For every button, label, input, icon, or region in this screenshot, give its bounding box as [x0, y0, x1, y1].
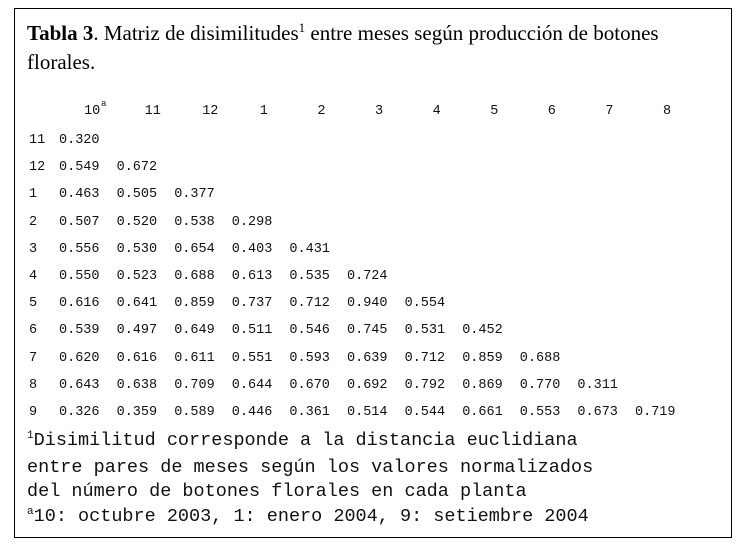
table-cell: 0.359	[116, 405, 158, 420]
table-cell: 0.688	[519, 350, 561, 366]
table-cell: 0.940	[347, 296, 388, 312]
table-cell: 0.654	[174, 241, 215, 257]
table-cell: 0.446	[231, 405, 273, 420]
table-cell: 0.546	[289, 323, 330, 339]
table-cell: 0.551	[231, 350, 273, 366]
note-2-marker: a	[27, 505, 34, 518]
table-cell: 0.859	[174, 296, 215, 312]
note-2-text: 10: octubre 2003, 1: enero 2004, 9: setiembre 2004	[33, 505, 589, 527]
table-cell: 0.553	[519, 405, 561, 420]
header-cell: 11	[144, 104, 161, 119]
table-caption	[27, 19, 717, 77]
table-cell: 0.523	[116, 269, 158, 284]
table-cell: 0.649	[174, 323, 215, 339]
table-cell: 0.431	[289, 241, 330, 257]
header-cell: 5	[490, 104, 499, 119]
row-label: 4	[29, 269, 38, 284]
table-cell: 0.497	[116, 323, 158, 339]
row-label: 9	[29, 405, 38, 420]
row-label: 8	[29, 377, 38, 393]
table-row	[15, 323, 733, 343]
table-cell: 0.641	[116, 296, 158, 312]
table-cell: 0.712	[404, 350, 446, 366]
table-cell: 0.737	[231, 296, 273, 312]
caption-label: Tabla 3	[27, 21, 94, 45]
table-cell: 0.620	[59, 350, 100, 366]
table-cell: 0.672	[116, 160, 158, 176]
table-cell: 0.298	[231, 214, 273, 230]
header-cell: 10	[84, 104, 101, 119]
caption-text-2: entre meses según producción de botones florales.	[27, 21, 659, 74]
row-label: 5	[29, 296, 38, 312]
header-cell: 8	[663, 104, 672, 119]
table-cell: 0.709	[174, 377, 215, 393]
header-cell: 1	[259, 104, 268, 119]
row-label: 7	[29, 350, 38, 366]
table-row	[15, 133, 733, 153]
table-cell: 0.511	[231, 323, 273, 339]
table-header-row	[15, 99, 733, 124]
table-cell: 0.463	[59, 187, 100, 203]
table-cell: 0.507	[59, 214, 100, 230]
table-cell: 0.539	[59, 323, 100, 339]
table-cell: 0.688	[174, 269, 215, 284]
row-label: 6	[29, 323, 38, 339]
table-cell: 0.452	[462, 323, 503, 339]
table-row	[15, 187, 733, 207]
header-cell: 4	[432, 104, 441, 119]
table-cell: 0.403	[231, 241, 273, 257]
table-cell: 0.692	[347, 377, 388, 393]
table-cell: 0.361	[289, 405, 330, 420]
header-cell: 6	[547, 104, 556, 119]
table-row	[15, 160, 733, 180]
table-cell: 0.859	[462, 350, 503, 366]
table-cell: 0.530	[116, 241, 158, 257]
caption-footnote-marker: 1	[298, 20, 306, 35]
table-row	[15, 405, 733, 425]
table-cell: 0.724	[347, 269, 388, 284]
table-cell: 0.505	[116, 187, 158, 203]
table-row	[15, 242, 733, 262]
note-1-marker: 1	[27, 430, 34, 442]
table-cell: 0.550	[59, 269, 100, 284]
note-1-line-1: Disimilitud corresponde a la distancia euclidiana	[33, 430, 578, 451]
table-frame	[14, 8, 732, 538]
table-cell: 0.535	[289, 269, 330, 284]
table-cell: 0.644	[231, 377, 273, 393]
header-cell: 3	[375, 104, 384, 119]
caption-text-1: . Matriz de disimilitudes	[93, 21, 299, 45]
table-cell: 0.770	[519, 377, 561, 393]
table-row	[15, 378, 733, 398]
table-cell: 0.673	[577, 405, 618, 420]
table-cell: 0.639	[347, 350, 388, 366]
table-cell: 0.311	[577, 377, 618, 393]
table-row	[15, 215, 733, 235]
table-cell: 0.514	[347, 405, 388, 420]
table-cell: 0.661	[462, 405, 503, 420]
table-cell: 0.520	[116, 214, 158, 230]
table-cell: 0.869	[462, 377, 503, 393]
table-cell: 0.616	[59, 296, 100, 312]
table-cell: 0.377	[174, 187, 215, 203]
table-cell: 0.611	[174, 350, 215, 366]
table-cell: 0.531	[404, 323, 446, 339]
table-cell: 0.554	[404, 296, 446, 312]
table-cell: 0.549	[59, 160, 100, 176]
table-cell: 0.593	[289, 350, 330, 366]
table-row	[15, 269, 733, 289]
table-cell: 0.613	[231, 269, 273, 284]
row-label: 11	[29, 133, 46, 148]
header-cell: 2	[317, 104, 326, 119]
table-cell: 0.745	[347, 323, 388, 339]
row-label: 12	[29, 160, 46, 176]
row-label: 2	[29, 214, 38, 230]
table-cell: 0.616	[116, 350, 158, 366]
row-label: 1	[29, 187, 38, 203]
table-cell: 0.589	[174, 405, 215, 420]
table-row	[15, 296, 733, 316]
table-cell: 0.643	[59, 377, 100, 393]
note-1-line-3: del número de botones florales en cada planta	[27, 481, 527, 502]
table-cell: 0.719	[635, 405, 676, 420]
table-cell: 0.320	[59, 133, 100, 148]
table-cell: 0.712	[289, 296, 330, 312]
table-notes	[27, 429, 727, 531]
table-row	[15, 351, 733, 371]
table-cell: 0.638	[116, 377, 158, 393]
row-label: 3	[29, 241, 38, 257]
table-cell: 0.792	[404, 377, 446, 393]
header-cell: 7	[605, 104, 614, 119]
table-cell: 0.544	[404, 405, 446, 420]
table-cell: 0.556	[59, 241, 100, 257]
header-footnote-marker: a	[101, 99, 107, 109]
table-cell: 0.670	[289, 377, 330, 393]
header-cell: 12	[202, 104, 219, 119]
table-cell: 0.326	[59, 405, 100, 420]
note-1-line-2: entre pares de meses según los valores normalizados	[27, 456, 594, 478]
table-cell: 0.538	[174, 214, 215, 230]
